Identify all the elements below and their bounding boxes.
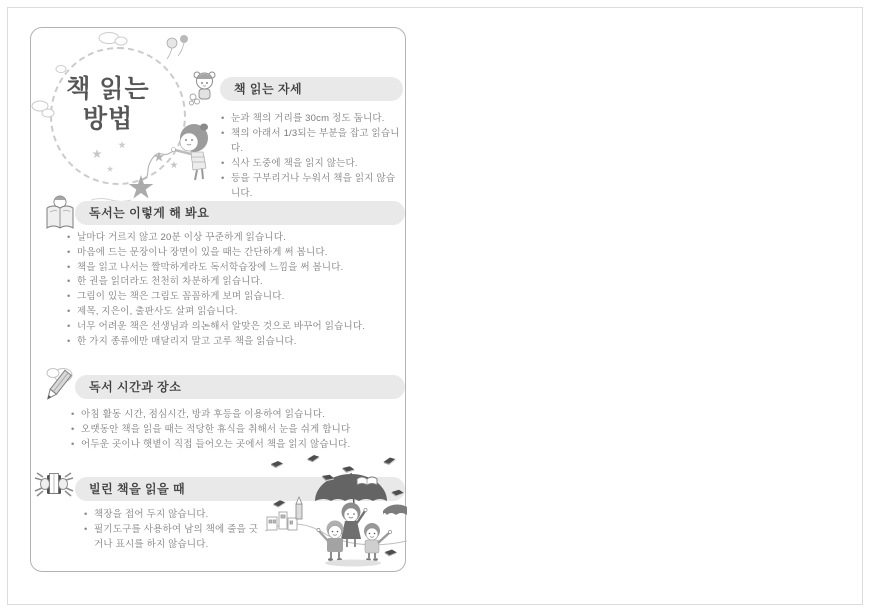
reading-posture-list bbox=[221, 111, 403, 201]
bullet-item: • 한 가지 종류에만 매달리지 말고 고루 책을 읽습니다. bbox=[67, 335, 403, 350]
kids-umbrella-books-illustration bbox=[265, 455, 407, 570]
how-to-read-list bbox=[67, 231, 403, 349]
time-place-list bbox=[71, 407, 401, 452]
hands-holding-book-icon bbox=[33, 471, 75, 499]
ground-shadow bbox=[325, 560, 381, 567]
bullet-item: • 책을 읽고 나서는 짤막하게라도 독서학습장에 느낌을 써 봅니다. bbox=[67, 261, 403, 276]
bullet-item: • 식사 도중에 책을 읽지 않는다. bbox=[221, 156, 403, 171]
kid-middle bbox=[341, 503, 367, 548]
bullet-item: • 눈과 책의 거리를 30cm 정도 둡니다. bbox=[221, 111, 403, 126]
bullet-item: • 그림이 있는 책은 그림도 꼼꼼하게 보며 읽습니다. bbox=[67, 290, 403, 305]
umbrella-right bbox=[383, 504, 407, 515]
bullet-item: • 필기도구를 사용하여 남의 책에 줄을 긋거나 표시를 하지 않습니다. bbox=[84, 522, 266, 552]
kid-right bbox=[364, 523, 392, 561]
bullet-item: • 마음에 드는 문장이나 장면이 있을 때는 간단하게 써 봅니다. bbox=[67, 246, 403, 261]
bullet-item: • 어두운 곳이나 햇볕이 직접 들어오는 곳에서 책을 읽지 않습니다. bbox=[71, 437, 401, 452]
bullet-item: • 한 권을 읽더라도 천천히 차분하게 읽습니다. bbox=[67, 275, 403, 290]
section-header-time-place bbox=[75, 375, 405, 399]
open-book-icon bbox=[44, 193, 76, 233]
badge-title bbox=[47, 74, 169, 134]
pencil-icon bbox=[38, 365, 76, 407]
bullet-item: • 등을 구부리거나 누워서 책을 읽지 않습니다. bbox=[221, 171, 403, 201]
section-title: 책 읽는 자세 bbox=[234, 82, 303, 96]
bullet-item: • 제목, 지은이, 출판사도 살펴 읽습니다. bbox=[67, 305, 403, 320]
section-header-how-to-read bbox=[75, 201, 405, 225]
borrowed-books-list bbox=[84, 507, 266, 552]
bullet-item: • 날마다 거르지 않고 20분 이상 꾸준하게 읽습니다. bbox=[67, 231, 403, 246]
bullet-item: • 책장을 접어 두지 않습니다. bbox=[84, 507, 266, 522]
badge-title-line2: 방법 bbox=[82, 105, 134, 133]
balloon-icon bbox=[167, 35, 188, 59]
badge-title-line1: 책 읽는 bbox=[66, 75, 150, 103]
flying-books bbox=[271, 455, 404, 557]
handout-page bbox=[30, 27, 406, 572]
girl-icon bbox=[187, 68, 221, 106]
kid-left bbox=[317, 521, 344, 562]
section-title: 빌린 책을 읽을 때 bbox=[89, 482, 186, 496]
section-header-borrowed-books bbox=[75, 477, 405, 501]
bullet-item: • 너무 어려운 책은 선생님과 의논해서 알맞은 것으로 바꾸어 읽습니다. bbox=[67, 320, 403, 335]
bullet-item: • 오랫동안 책을 읽을 때는 적당한 휴식을 취해서 눈을 쉬게 합니다 bbox=[71, 422, 401, 437]
town-buildings bbox=[267, 512, 297, 530]
section-title: 독서는 이렇게 해 봐요 bbox=[89, 206, 210, 220]
section-title: 독서 시간과 장소 bbox=[89, 380, 182, 394]
section-header-reading-posture bbox=[220, 77, 403, 101]
bullet-item: • 책의 아래서 1/3되는 부분을 잡고 읽습니다. bbox=[221, 126, 403, 156]
bullet-item: • 아침 활동 시간, 점심시간, 방과 후등을 이용하여 읽습니다. bbox=[71, 407, 401, 422]
